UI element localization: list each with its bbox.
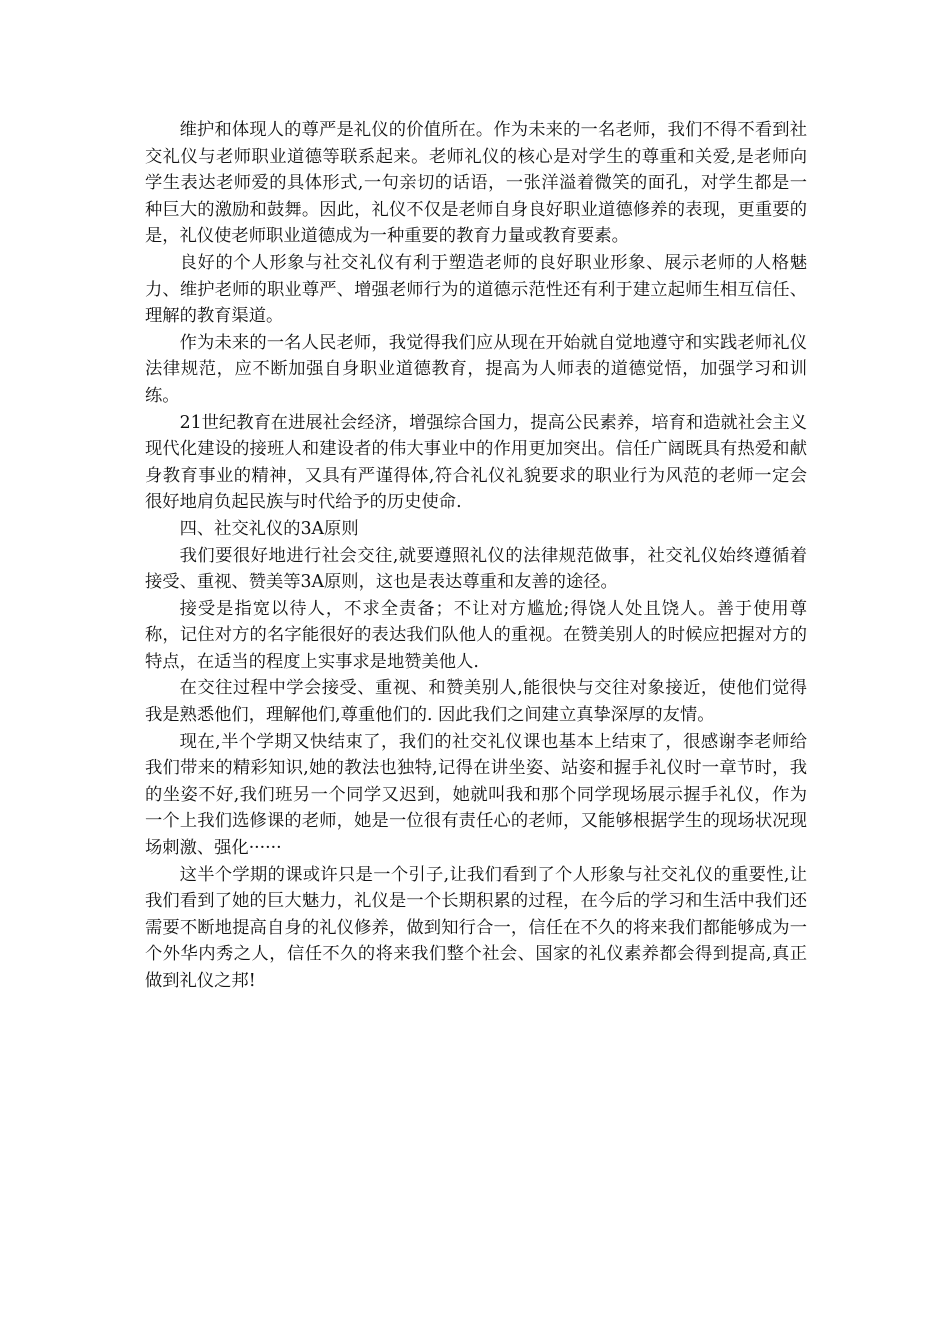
paragraph-conclusion: 这半个学期的课或许只是一个引子,让我们看到了个人形象与社交礼仪的重要性,让我们看到了她的巨大魅力，礼仪是一个长期积累的过程，在今后的学习和生活中我们还需要不断地提高自身的礼仪修养，做到知行合一，信任在不久的将来我们都能够成为一个外华内秀之人，信任不久的将来我们整个社会、国家的礼仪素养都会得到提高,真正做到礼仪之邦!: [145, 864, 807, 991]
paragraph-21st-century: 21世纪教育在进展社会经济，增强综合国力，提高公民素养，培育和造就社会主义现代化建设的接班人和建设者的伟大事业中的作用更加突出。信任广阔既具有热爱和献身教育事业的精神，又具有严谨得体,符合礼仪礼貌要求的职业行为风范的老师一定会很好地肩负起民族与时代给予的历史使命.: [145, 412, 807, 513]
paragraph-image: 良好的个人形象与社交礼仪有利于塑造老师的良好职业形象、展示老师的人格魅力、维护老师的职业尊严、增强老师行为的道德示范性还有利于建立起师生相互信任、理解的教育渠道。: [145, 252, 807, 327]
paragraph-semester: 现在,半个学期又快结束了，我们的社交礼仪课也基本上结束了，很感谢李老师给我们带来的精彩知识,她的教法也独特,记得在讲坐姿、站姿和握手礼仪时一章节时，我的坐姿不好,我们班另一个同学又迟到，她就叫我和那个同学现场展示握手礼仪，作为一个上我们选修课的老师，她是一位很有责任心的老师，又能够根据学生的现场状况现场刺激、强化······: [145, 731, 807, 859]
paragraph-interaction: 在交往过程中学会接受、重视、和赞美别人,能很快与交往对象接近，使他们觉得我是熟悉他们，理解他们,尊重他们的. 因此我们之间建立真挚深厚的友情。: [145, 678, 807, 726]
paragraph-3a-intro: 我们要很好地进行社会交往,就要遵照礼仪的法律规范做事，社交礼仪始终遵循着接受、重视、赞美等3A原则，这也是表达尊重和友善的途径。: [145, 545, 807, 593]
paragraph-dignity: 维护和体现人的尊严是礼仪的价值所在。作为未来的一名老师，我们不得不看到社交礼仪与老师职业道德等联系起来。老师礼仪的核心是对学生的尊重和关爱,是老师向学生表达老师爱的具体形式,一句亲切的话语，一张洋溢着微笑的面孔，对学生都是一种巨大的激励和鼓舞。因此，礼仪不仅是老师自身良好职业道德修养的表现，更重要的是，礼仪使老师职业道德成为一种重要的教育力量或教育要素。: [145, 120, 807, 247]
paragraph-acceptance: 接受是指宽以待人，不求全责备；不让对方尴尬;得饶人处且饶人。善于使用尊称，记住对方的名字能很好的表达我们队他人的重视。在赞美别人的时候应把握对方的特点，在适当的程度上实事求是地赞美他人.: [145, 598, 807, 672]
document-body: [145, 117, 807, 995]
paragraph-future-teacher: 作为未来的一名人民老师，我觉得我们应从现在开始就自觉地遵守和实践老师礼仪法律规范，应不断加强自身职业道德教育，提高为人师表的道德觉悟，加强学习和训练。: [145, 332, 807, 406]
section-heading-3a: 四、社交礼仪的3A原则: [179, 518, 359, 539]
